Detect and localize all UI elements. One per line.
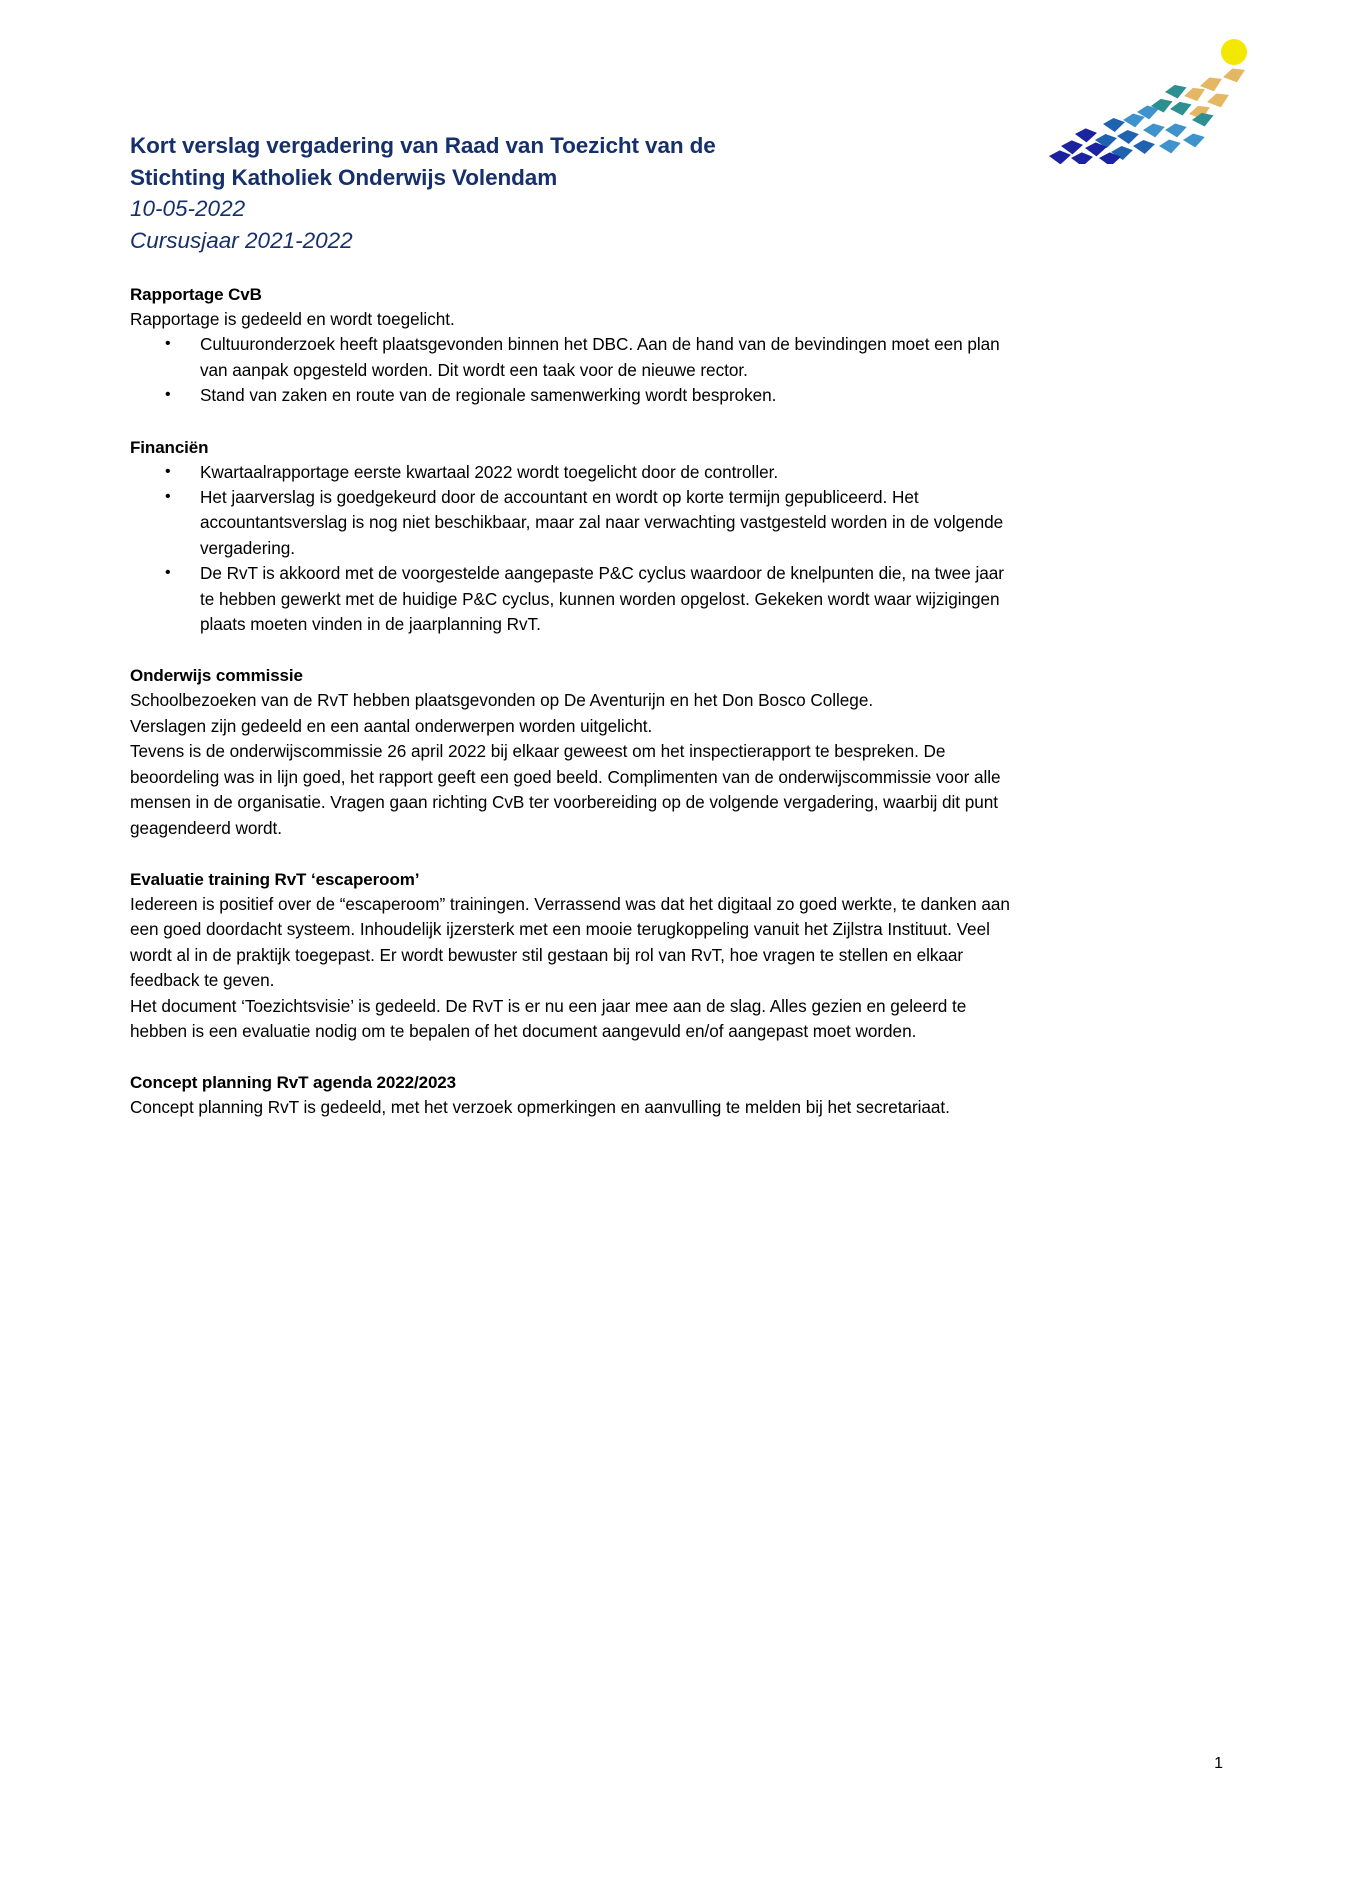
school-year: Cursusjaar 2021-2022	[130, 227, 353, 253]
page-title	[130, 130, 1022, 193]
section-heading: Rapportage CvB	[130, 285, 262, 304]
section-heading: Concept planning RvT agenda 2022/2023	[130, 1073, 457, 1093]
section-paragraph: Het document ‘Toezichtsvisie’ is gedeeld. De RvT is er nu een jaar mee aan de slag. Alles gezien en geleerd te hebben is een evaluatie nodig om te bepalen of het document aangevuld en/of aangepast moet worden.	[130, 995, 967, 1041]
list-item: • De RvT is akkoord met de voorgestelde aangepaste P&C cyclus waardoor de knelpunten die, na twee jaar te hebben gewerkt met de huidige P&C cyclus, kunnen worden opgelost. Gekeken wordt waar wijzigingen plaats moeten vinden in de jaarplanning RvT.	[130, 561, 1022, 637]
section-rapportage-cvb	[130, 282, 1022, 409]
section-heading: Evaluatie training RvT ‘escaperoom’	[130, 869, 420, 889]
section-onderwijs-commissie	[130, 663, 1022, 840]
section-concept-planning-rvt-agenda	[130, 1070, 1022, 1120]
section-paragraph: Tevens is de onderwijscommissie 26 april 2022 bij elkaar geweest om het inspectierapport te bespreken. De beoordeling was in lijn goed, het rapport geeft een goed beeld. Complimenten van de onderwijscommissie voor alle mensen in de organisatie. Vragen gaan richting CvB ter voorbereiding op de volgende vergadering, waarbij dit punt geagendeerd wordt.	[130, 741, 1001, 838]
section-paragraph: Concept planning RvT is gedeeld, met het verzoek opmerkingen en aanvulling te melden bij het secretariaat.	[130, 1097, 950, 1118]
list-item: • Cultuuronderzoek heeft plaatsgevonden binnen het DBC. Aan de hand van de bevindingen moet een plan van aanpak opgesteld worden. Dit wordt een taak voor de nieuwe rector.	[130, 332, 1022, 383]
section-heading: Onderwijs commissie	[130, 666, 303, 686]
section-evaluatie-training-escaperoom	[130, 867, 1022, 1044]
bullet-list	[130, 332, 1022, 408]
section-heading: Financiën	[130, 437, 209, 457]
meeting-date: 10-05-2022	[130, 196, 246, 221]
page-number: 1	[1214, 1755, 1223, 1772]
bird-flock-sun-logo	[1037, 34, 1267, 164]
section-paragraph: Verslagen zijn gedeeld en een aantal onderwerpen worden uitgelicht.	[130, 715, 653, 736]
section-paragraph: Rapportage is gedeeld en wordt toegelicht.	[130, 309, 455, 329]
title-line-2: Stichting Katholiek Onderwijs Volendam	[130, 164, 558, 190]
section-financien	[130, 435, 1022, 638]
bullet-list	[130, 460, 1022, 638]
list-item: • Stand van zaken en route van de regionale samenwerking wordt besproken.	[130, 383, 1022, 408]
title-line-1: Kort verslag vergadering van Raad van Toezicht van de	[130, 133, 716, 158]
document-body	[130, 130, 1022, 1121]
sun-shape	[1221, 39, 1247, 65]
list-item: • Kwartaalrapportage eerste kwartaal 2022 wordt toegelicht door de controller.	[130, 460, 1022, 485]
page-subtitle	[130, 193, 1022, 256]
section-paragraph: Schoolbezoeken van de RvT hebben plaatsgevonden op De Aventurijn en het Don Bosco College.	[130, 690, 874, 711]
section-paragraph: Iedereen is positief over de “escaperoom” trainingen. Verrassend was dat het digitaal zo goed werkte, te danken aan een goed doordacht systeem. Inhoudelijk ijzersterk met een mooie terugkoppeling vanuit het Zijlstra Instituut. Veel wordt al in de praktijk toegepast. Er wordt bewuster stil gestaan bij rol van RvT, hoe vragen te stellen en elkaar feedback te geven.	[130, 893, 1010, 991]
list-item: • Het jaarverslag is goedgekeurd door de accountant en wordt op korte termijn gepubliceerd. Het accountantsverslag is nog niet beschikbaar, maar zal naar verwachting vastgesteld worden in de volgende vergadering.	[130, 485, 1022, 561]
